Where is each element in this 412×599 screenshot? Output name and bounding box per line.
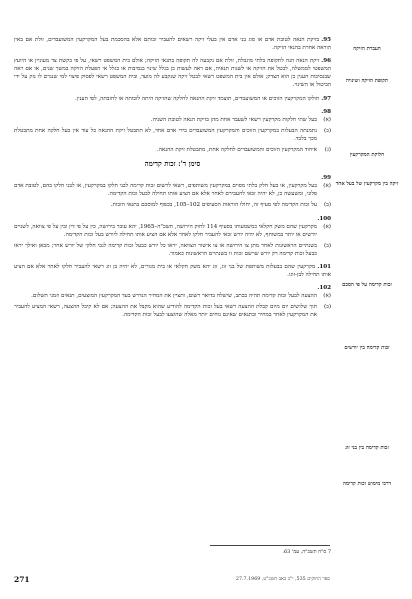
subsection-label: (א) — [323, 293, 331, 300]
subsection — [14, 303, 331, 319]
subsection-label: (ב) — [323, 202, 331, 209]
margin-note: זכות קדימה בין בני זוג — [345, 445, 389, 451]
margin-note: זכות קדימה על פי הסכם — [342, 282, 392, 288]
section-number: 97. — [321, 95, 331, 102]
subsection-text: בשנתיים הראשונות לאחר מתן צו הירושה או צו אישור הצוואה, יראו כל יורש כבעל זכות קדימה לגבי חלקי של יורש אחר; מכאן ואילך יראו כבעל זכות קדימה רק יורש שרשם זכות זו בשנתיים הראשונות כאמור. — [14, 242, 317, 257]
margin-note: זכות קדימה בין יורשים — [344, 345, 390, 351]
section-text: חולקו המקרקעין הזוכים או המשועבדים, תוצמד זיקת ההנאה לחלקה שהזיקה היתה לזכותה או לחובתה, לפי הענין. — [74, 95, 320, 102]
subsection-text: בעל שתי חלקות מקרקעין רשאי לשעבד אחת מהן בזיקת הנאה לטובת השניה. — [150, 116, 317, 123]
margin-notes-column — [334, 0, 400, 599]
subsection-label: (ב) — [323, 242, 331, 249]
section-number: 95. — [321, 37, 331, 43]
subsection — [14, 292, 331, 300]
section-number: 99. — [321, 175, 331, 182]
main-text-column — [14, 36, 331, 325]
subsection-label: (ב) — [323, 127, 331, 134]
section — [14, 36, 331, 52]
section — [14, 57, 331, 89]
page-number: 271 — [14, 575, 30, 584]
subsection-label: (א) — [323, 116, 331, 123]
margin-note: העברת הזיקה — [353, 46, 381, 52]
section-text: זיקת הנאה הנה לתקופה בלתי מוגבלת, זולת אם נקבעה לה תקופה בתנאי הזיקה; אולם בית המשפט רשאי, על פי בקשת צד מעוניין או היועץ המשפטי לממשלה, לבטל את הזיקה או לשנות תנאיה, אם ראה לעשות כן בגלל שינוי בנסיבות או בגלל אי הפעלת הזיקה במשך שנים, או אם ראה שבנסיבות הענין כן הוא הצדק; אולם אין בית המשפט רשאי לבטל זיקה שנקבע לה מועד, ובית המשפט רשאי לפסוק פיצוי למי שנגרם לו נזק על ידי הביטול או השינוי. — [14, 58, 331, 89]
section-number: 98. — [321, 108, 331, 115]
subsection — [14, 223, 331, 239]
subsection — [14, 242, 331, 258]
section — [14, 95, 331, 103]
subsection-text: איחוד המקרקעין הזוכים והמשועבדים לחלקה אחת, מתבטלת זיקת ההנאה. — [156, 147, 317, 154]
subsection-label: (א) — [323, 183, 331, 190]
subsection — [14, 146, 331, 154]
subsection — [14, 116, 331, 124]
subsection-text: בעל מקרקעין, או בעל חלק בלתי מסוים במקרקעין משותפים, רשאי לרשום זכות קדימה לבני חלקו במקרקעין, או לבני חלקו בהם, לטובת אדם פלוני, ומשעשה כן, לא יהיה זכאי להעבירם לאחר אלא אם הציע אותו תחילה לבעל זכות הקדימה. — [14, 183, 317, 198]
subsection-label: (ג) — [324, 147, 331, 154]
subsection-label: (ב) — [323, 304, 331, 311]
subsection-text: נתמנתה הבעלות במקרקעין הזוכים והמקרקעין המשועבדים בידי אדם אחד, לא תתבטל זיקת ההנאה כל עוד אין בעל חלקה אחת מתבטלת מכך בלבד. — [14, 127, 317, 142]
section — [14, 215, 331, 258]
subsection-text: על זכות הקדימה לפי סעיף זה, יחולו הוראות הסעיפים 102–105, בכפוף למוסכם בתנאי הזכות. — [110, 202, 317, 209]
subsection — [14, 182, 331, 198]
section-number: 102. — [317, 285, 331, 292]
section — [14, 263, 331, 279]
chapter-heading: סימן ד': זכות קדימה — [144, 159, 201, 169]
subsection — [14, 201, 331, 209]
subsection — [14, 127, 331, 143]
footer-citation: ספר החוקים 535, י"ב באב תשכ"ט, 27.7.1969 — [235, 577, 330, 582]
subsection-label: (א) — [323, 223, 331, 230]
section-number: 96. — [321, 58, 331, 65]
subsection-text: מקרקעין שהם משק חקלאי כמשמעותו בסעיף 114 לחוק הירושה, תשכ"ה–1965, יהא עובר בירושה, כין על פי דין ובין על פי צוואה, לשניים יורשים או יותר במשותף, לא יהיה יורש זכאי להעביר חלקו לאחר אלא אם הציע אותו תחילה ליורש בעל זכות הקדימה. — [14, 223, 317, 238]
section — [14, 108, 331, 154]
margin-note: חלוקת המקרקעין — [349, 152, 385, 158]
section-text: בזיקת הנאה לטובת אדם או סוג בני אדם אין בעלי זיקה רשאים להעביר זכותם אלא בהסכמת בעל המקרקעין המשועבדים, זולת אם באין הוראה אחרת בהנאי הזיקה. — [14, 37, 331, 52]
section-number: 100. — [317, 215, 331, 222]
margin-note: תקופת הזיקה ושינויה — [345, 78, 389, 84]
section — [14, 284, 331, 319]
section-number: 101. — [317, 263, 331, 270]
footnote: 7 ס"ח תשכ"ה, עמ' 63. — [282, 549, 331, 555]
footnote-divider — [210, 545, 330, 546]
subsection-text: ההצעה לבעל זכות קדימה תהיה בכתב, שישלח בדואר רשום, ותציין את המחיר הנדרש בעד המקרקעין המוצעים, תנאים וזמני תשלום. — [31, 293, 317, 300]
section — [14, 174, 331, 209]
section-text: מקרקעין שהם בבעלות משותפת של בני זוג, זוג יהא משק חקלאי או בית מגורים, לא יהיה בן זוג רשאי להעביר חלקו לאחר אלא אם הציע אותו תחילה לבן-זוגו. — [14, 263, 331, 279]
subsection-text: תוך שלושים יום מיום קבלת ההצעה רשאי בעל זכות הקדימה להודיע שהוא מקבל את ההצעה; אם לא קיבל ההצעה, רשאי המציע להעביר את המקרקעין לאחר במחיר ובתנאים שאינם נוחים יותר מאלה שהוצעו לבעל זכות הקדימה. — [14, 304, 317, 319]
margin-note: דרכי מימוש זכות קדימה — [342, 481, 392, 487]
margin-note: זיקה בין מקרקעין של בעל אחד — [335, 181, 399, 187]
